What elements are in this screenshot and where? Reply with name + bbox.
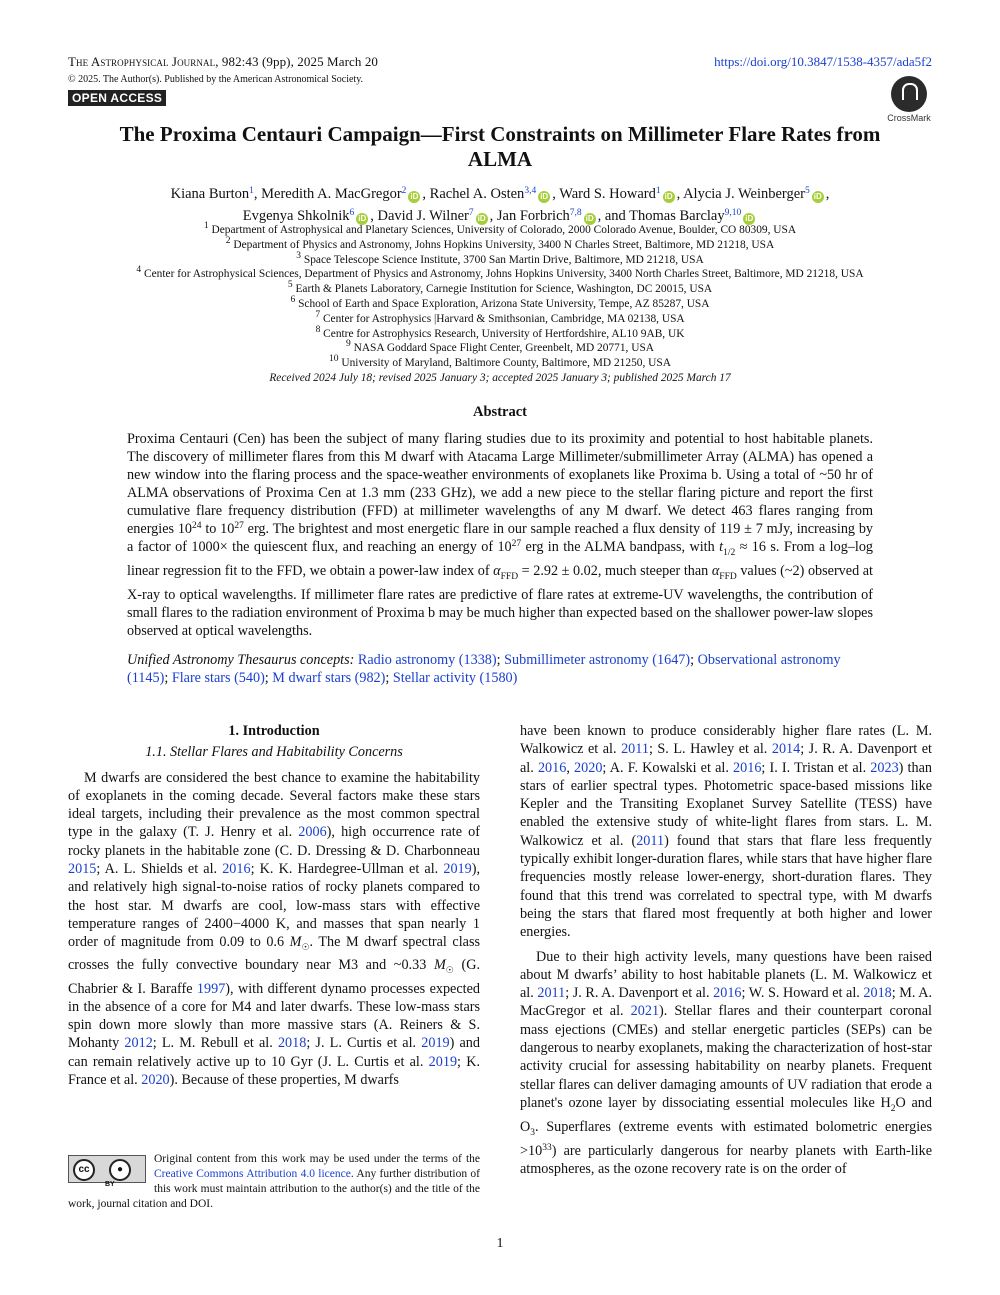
citation-link[interactable]: 2011 [636,832,665,849]
paragraph: have been known to produce considerably higher flare rates (L. M. Walkowicz et al. 2011; S. L. Hawley et al. 2014; J. R. A. Davenport et al. 2016, 2020; A. F. Kowalski et al. 2016; I. I. Tristan et al. 2023) than stars of earlier spectral types. Photometric space-based missions like Kepler and the Transiting Exoplanet Survey Satellite (TESS) have enabled the extensive study of white-light flares from stars. L. M. Walkowicz et al. (2011) found that stars that flare less frequently typically exhibit longer-duration flares, while stars that have higher flare frequencies mostly release lower-energy, short-duration flares. They found that this trend was correlated to spectral type, with M dwarfs being the stars that flared most frequently at both higher and lower energies. [520,723,932,941]
cc-by-icon[interactable]: cc ● BY [68,1155,146,1183]
affiliation: $^5$ Earth & Planets Laboratory, Carnegie Institution for Science, Washington, DC 20015, USA [287,280,713,296]
license-notice: cc ● BY Original content from this work may be used under the terms of the Creative Commons Attribution 4.0 licence. Any further distribution of this work must maintain attribution to the author(s) and the title of the work, journal citation and DOI. [68,1153,480,1210]
citation-link[interactable]: 2019 [421,1035,450,1052]
uat-concept-link[interactable]: Radio astronomy (1338) [357,652,497,668]
uat-concept-link[interactable]: Stellar activity (1580) [392,670,518,686]
abstract-heading: Abstract [473,404,527,420]
uat-concept-link[interactable]: M dwarf stars (982) [272,670,386,686]
citation-link[interactable]: 2018 [277,1035,307,1052]
uat-concept-link[interactable]: Observational astronomy (1145) [127,652,841,686]
affiliations [60,223,940,386]
uat-concept-link[interactable]: Flare stars (540) [171,670,265,686]
citation-link[interactable]: 1997 [196,980,226,997]
author: Kiana Burton$^1$ [170,186,254,202]
uat-concept-link[interactable]: Submillimeter astronomy (1647) [504,652,691,668]
crossmark-button[interactable] [884,76,934,123]
affiliation: $^4$ Center for Astrophysical Sciences, Department of Physics and Astronomy, Johns Hopkins University, 3400 North Charles Street, Baltimore, MD 21218, USA [136,265,864,281]
citation-link[interactable]: 2014 [771,741,801,758]
affiliation: $^2$ Department of Physics and Astronomy, Johns Hopkins University, 3400 N Charles Street, Baltimore, MD 21218, USA [225,235,775,251]
author-list: Kiana Burton$^1$, Meredith A. MacGregor$^2$iD , Rachel A. Osten$^{3,4}$iD , Ward S. Howard$^1$iD , Alycia J. Weinberger$^5$iD , Evgenya Shkolnik$^6$iD , David J. Wilner$^7$iD , Jan Forbrich$^{7,8}$iD , and Thomas Barclay$^{9,10}$iD [170,186,830,224]
section-heading: 1. Introduction [228,723,320,739]
orcid-icon[interactable]: iD [664,192,673,201]
paragraph: Due to their high activity levels, many questions have been raised about M dwarfs’ ability to host habitable planets (L. M. Walkowicz et al. 2011; J. R. A. Davenport et al. 2016; W. S. Howard et al. 2018; M. A. MacGregor et al. 2021). Stellar flares and their counterpart coronal mass ejections (CMEs) and stellar energetic particles (SEPs) can be dangerous to nearby exoplanets, making the characterization of host-star activity crucial for assessing habitability on nearby planets. Frequent stellar flares can deliver damaging amounts of UV radiation that erode a planet's ozone layer by dissociating essential molecules like $H_2O$ and $O_3$. Superflares (extreme events with estimated bolometric energies $>10^{33}$) are particularly dangerous for nearby planets with Earth-like atmospheres, as the ozone recovery rate is on the order of [520,948,932,1178]
citation-link[interactable]: 2021 [630,1003,660,1020]
citation-link[interactable]: 2019 [428,1053,458,1070]
affiliation: $^7$ Center for Astrophysics |Harvard & Smithsonian, Cambridge, MA 02138, USA [315,309,685,325]
author: David J. Wilner$^7$iD [377,208,486,224]
affiliation: $^8$ Centre for Astrophysics Research, University of Hertfordshire, AL10 9AB, UK [315,324,685,340]
citation-link[interactable]: 2016 [713,985,742,1002]
author: Rachel A. Osten$^{3,4}$iD [429,186,549,202]
uat-concepts: Unified Astronomy Thesaurus concepts: Radio astronomy (1338); Submillimeter astronomy (1647); Observational astronomy (1145); Flare stars (540); M dwarf stars (982); Stellar activity (1580) [127,652,841,686]
author: Jan Forbrich$^{7,8}$iD [496,208,594,224]
citation-link[interactable]: 2020 [141,1072,170,1088]
left-column [68,722,480,1089]
citation-link[interactable]: 2015 [68,861,97,878]
orcid-icon[interactable]: iD [813,192,822,201]
citation-link[interactable]: 2006 [298,824,327,841]
journal-name: The Astrophysical Journal [68,54,216,69]
paper-title: The Proxima Centauri Campaign—First Constraints on Millimeter Flare Rates from ALMA [119,122,881,171]
author: Alycia J. Weinberger$^5$iD [683,186,822,202]
page-number: 1 [496,1236,504,1251]
author: Meredith A. MacGregor$^2$iD [261,186,419,202]
orcid-icon[interactable]: iD [410,192,419,201]
orcid-icon[interactable]: iD [477,214,486,223]
citation-link[interactable]: 2023 [870,759,899,776]
citation-link[interactable]: 2019 [443,861,472,878]
citation-link[interactable]: 2016 [222,861,251,878]
citation-link[interactable]: 2020 [574,759,603,776]
orcid-icon[interactable]: iD [585,214,594,223]
citation-link[interactable]: 2011 [537,985,566,1002]
subsection-heading: 1.1. Stellar Flares and Habitability Concerns [145,744,403,761]
author: Evgenya Shkolnik$^6$iD [242,208,367,224]
author: and Thomas Barclay$^{9,10}$iD [604,208,754,224]
crossmark-label: CrossMark [887,113,931,123]
affiliation: $^9$ NASA Goddard Space Flight Center, Greenbelt, MD 20771, USA [345,339,655,355]
copyright-line: © 2025. The Author(s). Published by the American Astronomical Society. [68,74,364,85]
affiliation: $^3$ Space Telescope Science Institute, 3700 San Martin Drive, Baltimore, MD 21218, USA [296,250,704,266]
journal-citation [68,54,378,70]
citation-link[interactable]: 2012 [124,1035,153,1052]
uat-label: Unified Astronomy Thesaurus concepts: [127,652,355,668]
journal-volume: , 982:43 (9pp), 2025 March 20 [215,54,379,69]
orcid-icon[interactable]: iD [745,214,754,223]
crossmark-icon [891,76,927,112]
abstract-text: Proxima Centauri (Cen) has been the subject of many flaring studies due to its proximity and potential to host habitable planets. The discovery of millimeter flares from this M dwarf with Atacama Large Millimeter/submillimeter Array (ALMA) has opened a new window into the flaring process and the space-weather environments of exoplanets like Proxima b. Using a total of ~50 hr of ALMA observations of Proxima Cen at 1.3 mm (233 GHz), we add a new piece to the stellar flaring picture and report the first cumulative flare frequency distribution (FFD) at millimeter wavelengths of any M dwarf. We detect 463 flares ranging from energies $10^{24}$ to $10^{27}$ erg. The brightest and most energetic flare in our sample reached a flux density of 119 ± 7 mJy, increasing by a factor of 1000× the quiescent flux, and reaching an energy of $10^{27}$ erg in the ALMA bandpass, with $t_{1/2} \approx 16$ s. From a log–log linear regression fit to the FFD, we obtain a power-law index of $\alpha_{FFD} = 2.92 \pm 0.02$, much steeper than $\alpha_{FFD}$ values (~2) observed at X-ray to optical wavelengths. If millimeter flare rates are predictive of flare rates at extreme-UV wavelengths, the contribution of small flares to the radiation environment of Proxima b may be much higher than expected based on the shallower power-law slopes observed at optical wavelengths. [127,431,874,639]
affiliation: $^6$ School of Earth and Space Exploration, Arizona State University, Tempe, AZ 85287, USA [290,294,710,310]
citation-link[interactable]: 2016 [733,759,762,776]
open-access-badge: OPEN ACCESS [68,90,166,106]
citation-link[interactable]: 2018 [863,985,892,1002]
orcid-icon[interactable]: iD [540,192,549,201]
received-dates: Received 2024 July 18; revised 2025 January 3; accepted 2025 January 3; published 2025 March 17 [269,371,731,384]
license-link[interactable]: Creative Commons Attribution 4.0 licence [154,1168,351,1180]
citation-link[interactable]: 2011 [621,741,649,758]
affiliation: $^1$ Department of Astrophysical and Planetary Sciences, University of Colorado, 2000 Colorado Avenue, Boulder, CO 80309, USA [203,221,797,236]
right-column [520,722,932,1179]
orcid-icon[interactable]: iD [358,214,367,223]
citation-link[interactable]: 2016 [537,759,567,776]
paragraph: M dwarfs are considered the best chance to examine the habitability of exoplanets in the coming decade. Several factors make these stars ideal targets, including their prevalence as the most common spectral type in the galaxy (T. J. Henry et al. 2006), high occurrence rate of rocky planets in the habitable zone (C. D. Dressing & D. Charbonneau 2015; A. L. Shields et al. 2016; K. K. Hardegree-Ullman et al. 2019), and relatively high signal-to-noise ratios of rocky planets compared to the host star. M dwarfs are cool, low-mass stars with effective temperature ranges of 2400−4000 K, and masses that span nearly 1 order of magnitude from 0.09 to 0.6 $M_☉$. The M dwarf spectral class crosses the fully convective boundary near M3 and ~0.33 $M_☉$ (G. Chabrier & I. Baraffe 1997), with different dynamo processes expected in the absence of a core for M4 and later dwarfs. These low-mass stars spin down more slowly than more massive stars (A. Reiners & S. Mohanty 2012; L. M. Rebull et al. 2018; J. L. Curtis et al. 2019) and can remain relatively active up to 10 Gyr (J. L. Curtis et al. 2019; K. France et al. 2020). Because of these properties, M dwarfs [68,769,480,1088]
doi-link[interactable]: https://doi.org/10.3847/1538-4357/ada5f2 [714,54,932,69]
affiliation: $^{10}$ University of Maryland, Baltimore County, Baltimore, MD 21250, USA [329,354,671,370]
author: Ward S. Howard$^1$iD [559,186,673,202]
